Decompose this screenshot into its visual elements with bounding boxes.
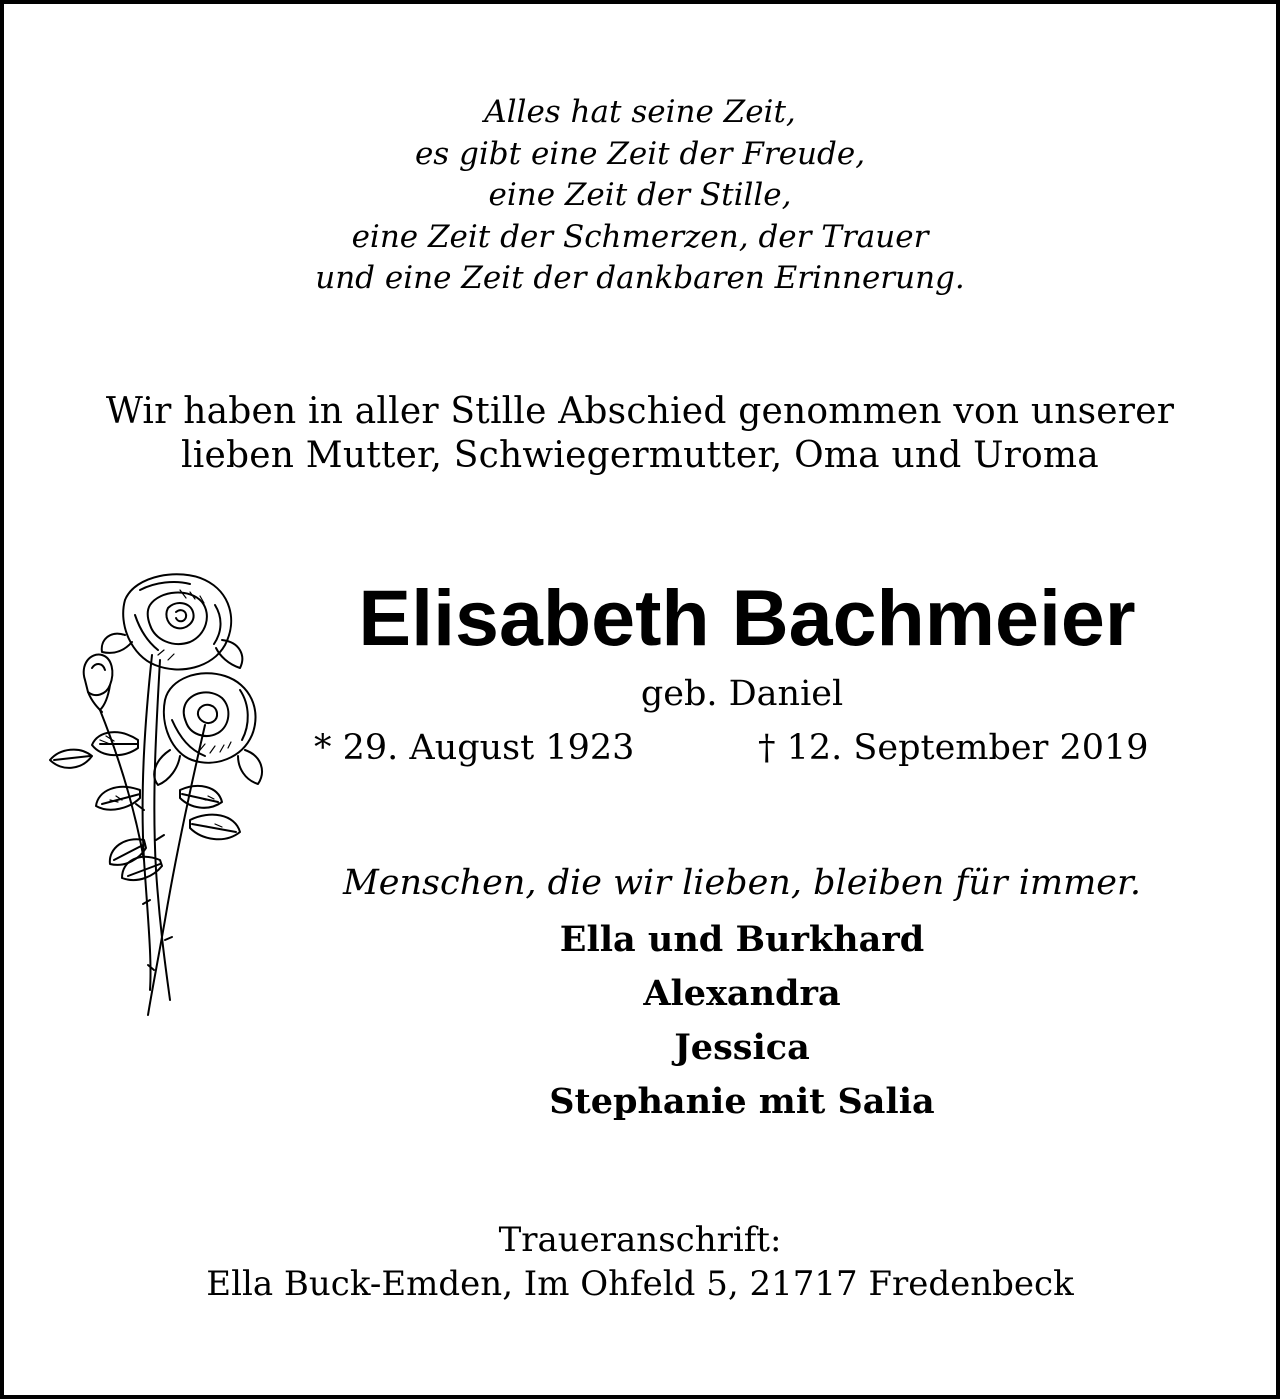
mourners-list — [282, 913, 1202, 1129]
death-date: † 12. September 2019 — [758, 728, 1149, 768]
address-label: Traueranschrift: — [498, 1220, 782, 1260]
birth-date: * 29. August 1923 — [314, 728, 635, 768]
maiden-name: geb. Daniel — [640, 674, 844, 714]
poem — [0, 92, 1280, 300]
poem-line: eine Zeit der Schmerzen, der Trauer — [351, 218, 929, 255]
poem-line: Alles hat seine Zeit, — [484, 94, 796, 130]
mourner-name: Alexandra — [643, 973, 841, 1014]
deceased-name: Elisabeth Bachmeier — [358, 573, 1136, 662]
motto: Menschen, die wir lieben, bleiben für immer. — [342, 863, 1142, 903]
mourner-name: Jessica — [674, 1027, 810, 1068]
poem-line: es gibt eine Zeit der Freude, — [414, 135, 866, 172]
poem-line: eine Zeit der Stille, — [488, 177, 792, 213]
rose-illustration — [40, 560, 280, 1020]
mourner-name: Stephanie mit Salia — [549, 1081, 935, 1122]
address-text: Ella Buck-Emden, Im Ohfeld 5, 21717 Fredenbeck — [206, 1264, 1074, 1304]
mourner-name: Ella und Burkhard — [559, 919, 925, 960]
intro-text — [0, 390, 1280, 478]
intro-line: Wir haben in aller Stille Abschied genommen von unserer — [105, 391, 1175, 432]
intro-line: lieben Mutter, Schwiegermutter, Oma und Uroma — [181, 435, 1099, 476]
poem-line: und eine Zeit der dankbaren Erinnerung. — [315, 260, 965, 296]
mourning-address — [0, 1218, 1280, 1306]
